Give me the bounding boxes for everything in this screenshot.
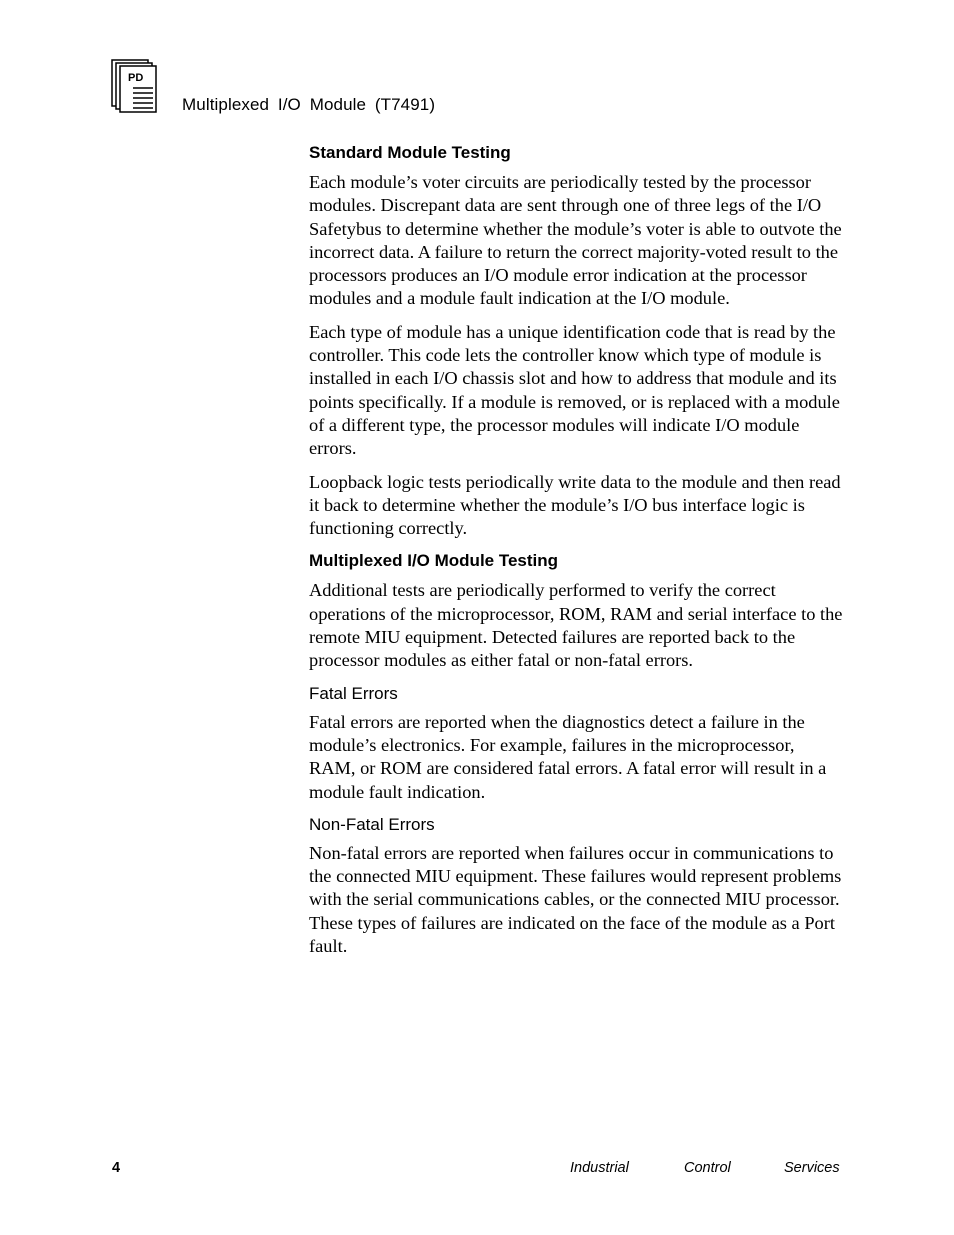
footer-company-word: Control	[684, 1160, 731, 1176]
paragraph: Each module’s voter circuits are periodically tested by the processor modules. Discrepant data are sent through one of three legs of the I/O Safetybus to determine whether the module’s voter is able to outvote the incorrect data. A failure to return the correct majority-voted result to the processors produces an I/O module error indication at the processor modules and a module fault indication at the I/O module.	[309, 172, 842, 309]
heading-standard-module-testing: Standard Module Testing	[309, 143, 511, 162]
footer-company-word: Services	[784, 1160, 840, 1176]
footer-company-word: Industrial	[570, 1160, 629, 1176]
paragraph: Each type of module has a unique identification code that is read by the controller. This code lets the controller know which type of module is installed in each I/O chassis slot and how to address that module and its points specifically. If a module is removed, or is replaced with a module of a different type, the processor modules will indicate I/O module errors.	[309, 321, 840, 459]
paragraph: Fatal errors are reported when the diagnostics detect a failure in the module’s electronics. For example, failures in the microprocessor, RAM, or ROM are considered fatal errors. A fatal error will result in a module fault indication.	[309, 711, 827, 802]
paragraph: Loopback logic tests periodically write data to the module and then read it back to determine whether the module’s I/O bus interface logic is functioning correctly.	[309, 471, 841, 539]
page-number: 4	[112, 1160, 121, 1176]
heading-fatal-errors: Fatal Errors	[309, 683, 398, 703]
pd-logo-icon	[111, 59, 159, 113]
main-content	[309, 142, 845, 968]
heading-non-fatal-errors: Non-Fatal Errors	[309, 814, 435, 834]
paragraph: Non-fatal errors are reported when failures occur in communications to the connected MIU equipment. These failures would represent problems with the serial communications cables, or the connected MIU processor. These types of failures are indicated on the face of the module as a Port fault.	[309, 842, 842, 957]
logo-label: PD	[128, 72, 144, 84]
paragraph: Additional tests are periodically performed to verify the correct operations of the microprocessor, ROM, RAM and serial interface to the remote MIU equipment. Detected failures are reported back to the processor modules as either fatal or non-fatal errors.	[309, 580, 843, 671]
running-head-title: Multiplexed I/O Module (T7491)	[182, 95, 436, 114]
heading-multiplexed-io-module-testing: Multiplexed I/O Module Testing	[309, 551, 559, 571]
